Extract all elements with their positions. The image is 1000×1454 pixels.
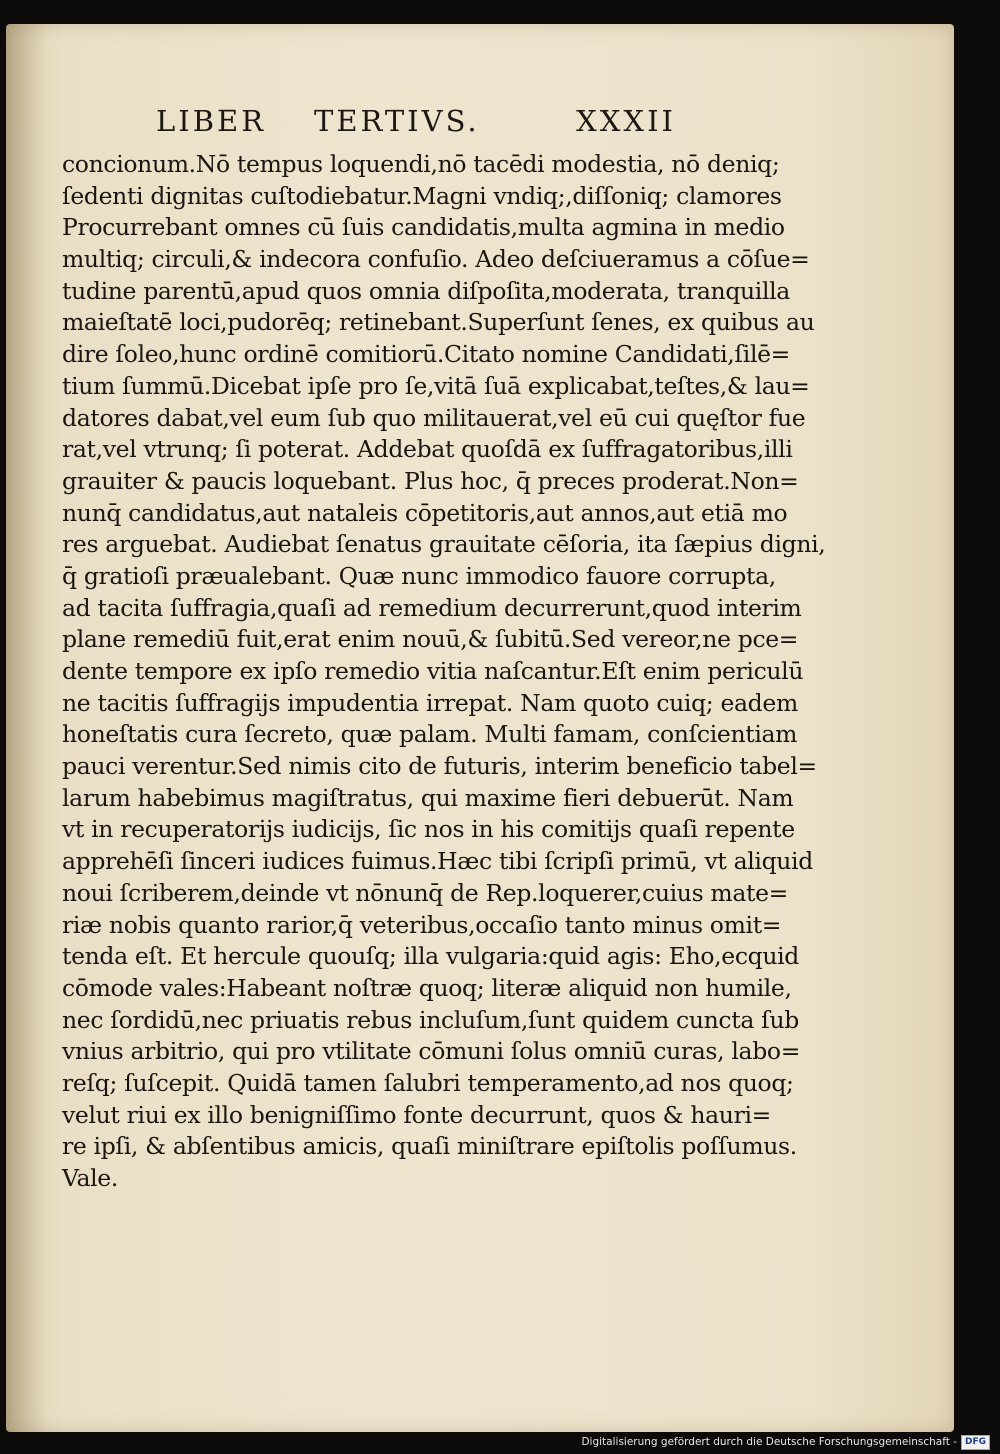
text-line: ne tacitis ſuffragijs impudentia irrepat. Nam quoto cuiq; eadem	[62, 688, 798, 717]
text-line: noui ſcriberem,deinde vt nōnunq̄ de Rep.loquerer,cuius mate=	[62, 878, 788, 907]
running-head-center: TERTIVS.	[314, 104, 480, 138]
dfg-logo: DFG	[961, 1435, 990, 1450]
text-line: datores dabat,vel eum ſub quo militauerat,vel eū cui quęſtor fue	[62, 403, 806, 432]
text-line: grauiter & paucis loquebant. Plus hoc, q̄ preces proderat.Non=	[62, 466, 799, 495]
text-line: maieſtatē loci,pudorēq; retinebant.Superſunt ſenes, ex quibus au	[62, 308, 815, 337]
text-line: pauci verentur.Sed nimis cito de futuris, interim beneficio tabel=	[62, 752, 817, 781]
text-line: ad tacita ſuffragia,quaſi ad remedium decurrerunt,quod interim	[62, 593, 802, 622]
text-line: riæ nobis quanto rarior,q̄ veteribus,occaſio tanto minus omit=	[62, 910, 782, 939]
text-line: vnius arbitrio, qui pro vtilitate cōmuni ſolus omniū curas, labo=	[62, 1037, 801, 1066]
text-line: dente tempore ex ipſo remedio vitia naſcantur.Eſt enim periculū	[62, 657, 804, 685]
text-line: ſedenti dignitas cuſtodiebatur.Magni vndiq;,diſſoniq; clamores	[62, 181, 782, 210]
footer-text: Digitalisierung gefördert durch die Deutsche Forschungsgemeinschaft -	[581, 1436, 957, 1448]
text-line: tium ſummū.Dicebat ipſe pro ſe,vitā ſuā explicabat,teſtes,& lau=	[62, 371, 810, 400]
text-line: concionum.Nō tempus loquendi,nō tacēdi modestia, nō deniq;	[62, 150, 780, 178]
text-line: tudine parentū,apud quos omnia diſpoſita,moderata, tranquilla	[62, 276, 790, 305]
text-line: nunq̄ candidatus,aut nataleis cōpetitoris,aut annos,aut etiā mo	[62, 498, 788, 527]
digitization-credit	[581, 1434, 990, 1450]
text-line: larum habebimus magiſtratus, qui maxime fieri debuerūt. Nam	[62, 783, 794, 812]
text-line: reſq; ſuſcepit. Quidā tamen ſalubri temperamento,ad nos quoq;	[62, 1068, 794, 1097]
text-line: tenda eſt. Et hercule quouſq; illa vulgaria:quid agis: Eho,ecquid	[62, 942, 799, 971]
text-line: nec ſordidū,nec priuatis rebus incluſum,ſunt quidem cuncta ſub	[62, 1005, 799, 1034]
text-line: Procurrebant omnes cū ſuis candidatis,multa agmina in medio	[62, 213, 785, 242]
text-line: dire ſoleo,hunc ordinē comitiorū.Citato nomine Candidati,ſilē=	[62, 340, 791, 369]
text-line: re ipſi, & abſentibus amicis, quaſi miniſtrare epiſtolis poſſumus.	[62, 1132, 797, 1161]
folio-number: XXXII	[576, 104, 676, 138]
text-line: rat,vel vtrunq; ſi poterat. Addebat quoſdā ex ſuffragatoribus,illi	[62, 435, 793, 464]
text-line: cōmode vales:Habeant noſtræ quoq; literæ aliquid non humile,	[62, 973, 792, 1002]
gutter-shadow	[6, 24, 46, 1432]
text-line: multiq; circuli,& indecora confuſio. Adeo deſciueramus a cōſue=	[62, 245, 810, 274]
book-page	[6, 24, 954, 1432]
text-line: res arguebat. Audiebat ſenatus grauitate cēſoria, ita ſæpius digni,	[62, 530, 826, 559]
text-line: plane remediū fuit,erat enim nouū,& ſubitū.Sed vereor,ne pce=	[62, 625, 799, 654]
body-text	[62, 149, 826, 1195]
running-head-left: LIBER	[156, 104, 267, 138]
text-line: velut riui ex illo benigniſſimo fonte decurrunt, quos & hauri=	[62, 1100, 771, 1129]
text-line: q̄ gratioſi præualebant. Quæ nunc immodico fauore corrupta,	[62, 561, 776, 590]
text-line: Vale.	[62, 1164, 118, 1192]
text-line: vt in recuperatorijs iudicijs, ſic nos in his comitijs quaſi repente	[62, 815, 795, 844]
text-line: honeſtatis cura ſecreto, quæ palam. Multi famam, conſcientiam	[62, 720, 798, 749]
text-line: apprehēſi ſinceri iudices fuimus.Hæc tibi ſcripſi primū, vt aliquid	[62, 847, 813, 876]
running-head	[156, 104, 676, 144]
